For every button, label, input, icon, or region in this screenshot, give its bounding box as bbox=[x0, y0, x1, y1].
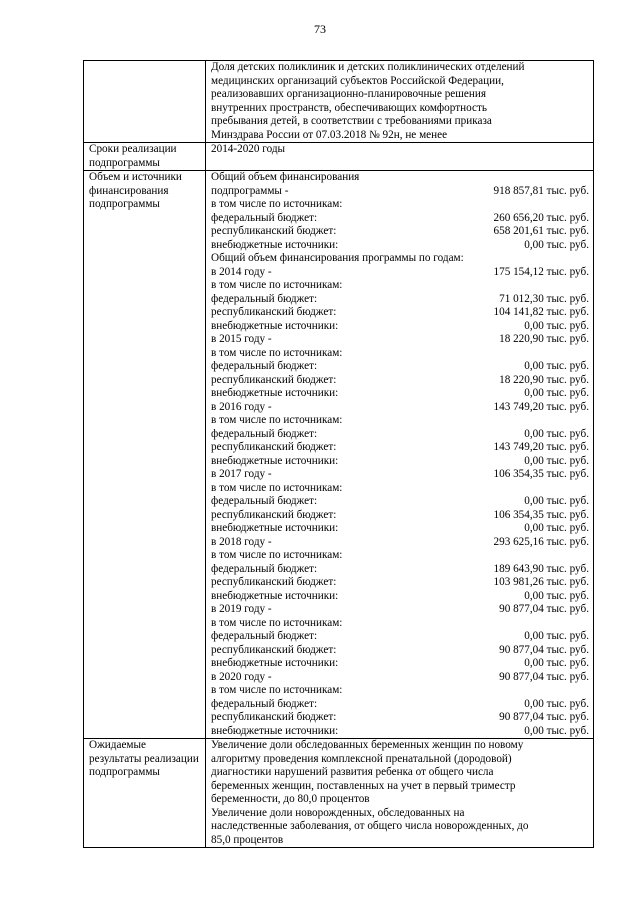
table-row-indicator bbox=[84, 61, 594, 143]
financing-line bbox=[211, 617, 589, 631]
financing-amount: 0,00 тыс. руб. bbox=[524, 589, 589, 602]
financing-label: в том числе по источникам: bbox=[211, 481, 343, 494]
financing-line bbox=[211, 347, 589, 361]
financing-line bbox=[211, 536, 589, 550]
financing-line bbox=[211, 657, 589, 671]
financing-line bbox=[211, 225, 589, 239]
financing-label: республиканский бюджет: bbox=[211, 643, 337, 656]
financing-amount: 104 141,82 тыс. руб. bbox=[493, 306, 589, 318]
subprogram-passport-table bbox=[83, 60, 594, 848]
financing-label: в том числе по источникам: bbox=[211, 549, 343, 561]
financing-line bbox=[211, 360, 589, 374]
financing-amount: 90 877,04 тыс. руб. bbox=[499, 643, 589, 656]
financing-line bbox=[211, 590, 589, 604]
financing-line bbox=[211, 576, 589, 590]
financing-amount: 0,00 тыс. руб. bbox=[524, 495, 589, 507]
financing-amount: 0,00 тыс. руб. bbox=[524, 522, 589, 534]
financing-line bbox=[211, 185, 589, 199]
financing-amount: 260 656,20 тыс. руб. bbox=[493, 211, 589, 224]
financing-label: внебюджетные источники: bbox=[211, 238, 339, 251]
financing-label: республиканский бюджет: bbox=[211, 441, 337, 453]
financing-line bbox=[211, 320, 589, 334]
financing-line bbox=[211, 725, 589, 739]
financing-label: в том числе по источникам: bbox=[211, 616, 343, 629]
financing-line bbox=[211, 306, 589, 320]
table-row-financing bbox=[84, 171, 594, 739]
financing-line bbox=[211, 374, 589, 388]
financing-label: внебюджетные источники: bbox=[211, 319, 339, 332]
text-line: пребывания детей, в соответствии с требованиями приказа bbox=[211, 115, 492, 127]
text-line: Увеличение доли новорожденных, обследованных на bbox=[211, 806, 465, 819]
financing-line bbox=[211, 279, 589, 293]
text-line: алгоритму проведения комплексной пренатальной (дородовой) bbox=[211, 752, 512, 765]
financing-line bbox=[211, 198, 589, 212]
financing-amount: 293 625,16 тыс. руб. bbox=[493, 535, 589, 548]
financing-amount: 0,00 тыс. руб. bbox=[524, 319, 589, 332]
financing-label: внебюджетные источники: bbox=[211, 454, 339, 467]
financing-amount: 0,00 тыс. руб. bbox=[524, 657, 589, 669]
financing-line bbox=[211, 333, 589, 347]
financing-label: в 2016 году - bbox=[211, 400, 272, 413]
financing-line bbox=[211, 603, 589, 617]
text-line: медицинских организаций субъектов Российской Федерации, bbox=[211, 74, 504, 87]
financing-label: федеральный бюджет: bbox=[211, 211, 318, 224]
text-line: реализовавших организационно-планировочные решения bbox=[211, 88, 486, 100]
financing-details bbox=[206, 171, 594, 739]
financing-label: республиканский бюджет: bbox=[211, 576, 337, 588]
financing-label: внебюджетные источники: bbox=[211, 522, 339, 534]
financing-label: в 2018 году - bbox=[211, 535, 272, 548]
text-line: Увеличение доли обследованных беременных женщин по новому bbox=[211, 739, 524, 751]
text-line: беременности, до 80,0 процентов bbox=[211, 793, 370, 805]
financing-label: федеральный бюджет: bbox=[211, 360, 318, 372]
financing-amount: 0,00 тыс. руб. bbox=[524, 238, 589, 251]
financing-line bbox=[211, 441, 589, 455]
row-label-timeline: Сроки реализации подпрограммы bbox=[84, 143, 206, 171]
financing-label: внебюджетные источники: bbox=[211, 724, 339, 737]
financing-label: подпрограммы - bbox=[211, 184, 289, 197]
row-label-financing: Объем и источники финансирования подпрограммы bbox=[84, 171, 206, 739]
financing-line bbox=[211, 293, 589, 307]
indicator-text bbox=[206, 61, 594, 143]
financing-line bbox=[211, 401, 589, 415]
financing-label: федеральный бюджет: bbox=[211, 697, 318, 710]
financing-label: в том числе по источникам: bbox=[211, 684, 343, 696]
financing-label: федеральный бюджет: bbox=[211, 292, 318, 305]
financing-line bbox=[211, 266, 589, 280]
text-line: диагностики нарушений развития ребенка от общего числа bbox=[211, 766, 494, 778]
financing-amount: 103 981,26 тыс. руб. bbox=[493, 576, 589, 588]
financing-label: в 2017 году - bbox=[211, 468, 272, 480]
financing-line bbox=[211, 549, 589, 563]
financing-line bbox=[211, 387, 589, 401]
financing-label: внебюджетные источники: bbox=[211, 589, 339, 602]
financing-label: федеральный бюджет: bbox=[211, 495, 318, 507]
financing-amount: 143 749,20 тыс. руб. bbox=[493, 441, 589, 453]
financing-amount: 0,00 тыс. руб. bbox=[524, 360, 589, 372]
financing-line bbox=[211, 684, 589, 698]
financing-label: внебюджетные источники: bbox=[211, 657, 339, 669]
financing-line bbox=[211, 630, 589, 644]
financing-line bbox=[211, 522, 589, 536]
financing-amount: 143 749,20 тыс. руб. bbox=[493, 400, 589, 413]
text-line: Минздрава России от 07.03.2018 № 92н, не менее bbox=[211, 128, 448, 141]
financing-amount: 0,00 тыс. руб. bbox=[524, 387, 589, 399]
financing-line bbox=[211, 671, 589, 685]
financing-label: в том числе по источникам: bbox=[211, 346, 343, 359]
financing-amount: 18 220,90 тыс. руб. bbox=[499, 333, 589, 345]
financing-label: в 2015 году - bbox=[211, 333, 272, 345]
financing-amount: 0,00 тыс. руб. bbox=[524, 697, 589, 710]
text-line: внутренних пространств, обеспечивающих комфортность bbox=[211, 101, 487, 114]
financing-label: в том числе по источникам: bbox=[211, 279, 343, 291]
financing-line bbox=[211, 252, 589, 266]
financing-line bbox=[211, 711, 589, 725]
text-line: беременных женщин, поставленных на учет в первый триместр bbox=[211, 779, 516, 792]
financing-line bbox=[211, 455, 589, 469]
financing-label: республиканский бюджет: bbox=[211, 373, 337, 386]
financing-label: в том числе по источникам: bbox=[211, 414, 343, 426]
expected-results-text bbox=[206, 739, 594, 848]
financing-amount: 658 201,61 тыс. руб. bbox=[493, 225, 589, 237]
financing-line bbox=[211, 468, 589, 482]
financing-line bbox=[211, 698, 589, 712]
financing-label: республиканский бюджет: bbox=[211, 306, 337, 318]
financing-amount: 18 220,90 тыс. руб. bbox=[499, 373, 589, 386]
financing-amount: 0,00 тыс. руб. bbox=[524, 630, 589, 642]
financing-amount: 90 877,04 тыс. руб. bbox=[499, 603, 589, 615]
financing-label: федеральный бюджет: bbox=[211, 562, 318, 575]
financing-amount: 0,00 тыс. руб. bbox=[524, 724, 589, 737]
financing-label: республиканский бюджет: bbox=[211, 225, 337, 237]
timeline-text bbox=[206, 143, 594, 171]
row-label-results: Ожидаемые результаты реализации подпрограммы bbox=[84, 739, 206, 848]
financing-label: Общий объем финансирования bbox=[211, 171, 360, 183]
financing-amount: 918 857,81 тыс. руб. bbox=[493, 184, 589, 197]
financing-line bbox=[211, 644, 589, 658]
financing-amount: 71 012,30 тыс. руб. bbox=[499, 292, 589, 305]
financing-label: внебюджетные источники: bbox=[211, 387, 339, 399]
page-number: 73 bbox=[314, 22, 326, 36]
text-line: наследственные заболевания, от общего числа новорожденных, до bbox=[211, 820, 529, 832]
financing-amount: 90 877,04 тыс. руб. bbox=[499, 670, 589, 683]
financing-line bbox=[211, 212, 589, 226]
text-line: 85,0 процентов bbox=[211, 833, 284, 846]
financing-label: федеральный бюджет: bbox=[211, 630, 318, 642]
financing-line bbox=[211, 428, 589, 442]
financing-line bbox=[211, 171, 589, 185]
financing-amount: 0,00 тыс. руб. bbox=[524, 454, 589, 467]
financing-line bbox=[211, 414, 589, 428]
financing-line bbox=[211, 495, 589, 509]
financing-amount: 189 643,90 тыс. руб. bbox=[493, 562, 589, 575]
financing-label: в том числе по источникам: bbox=[211, 198, 343, 210]
financing-line bbox=[211, 239, 589, 253]
financing-amount: 175 154,12 тыс. руб. bbox=[493, 265, 589, 278]
financing-label: республиканский бюджет: bbox=[211, 508, 337, 521]
financing-line bbox=[211, 563, 589, 577]
row-label bbox=[84, 61, 206, 143]
financing-amount: 106 354,35 тыс. руб. bbox=[493, 508, 589, 521]
text-line: 2014-2020 годы bbox=[211, 143, 286, 155]
financing-label: Общий объем финансирования программы по годам: bbox=[211, 252, 464, 264]
financing-amount: 106 354,35 тыс. руб. bbox=[493, 468, 589, 480]
table-row-results bbox=[84, 739, 594, 848]
text-line: Доля детских поликлиник и детских поликлинических отделений bbox=[211, 61, 525, 73]
financing-line bbox=[211, 482, 589, 496]
financing-line bbox=[211, 509, 589, 523]
financing-amount: 90 877,04 тыс. руб. bbox=[499, 711, 589, 723]
financing-label: в 2019 году - bbox=[211, 603, 272, 615]
financing-label: республиканский бюджет: bbox=[211, 711, 337, 723]
table-row-timeline bbox=[84, 143, 594, 171]
financing-label: федеральный бюджет: bbox=[211, 427, 318, 440]
financing-label: в 2020 году - bbox=[211, 670, 272, 683]
financing-amount: 0,00 тыс. руб. bbox=[524, 427, 589, 440]
financing-label: в 2014 году - bbox=[211, 265, 272, 278]
